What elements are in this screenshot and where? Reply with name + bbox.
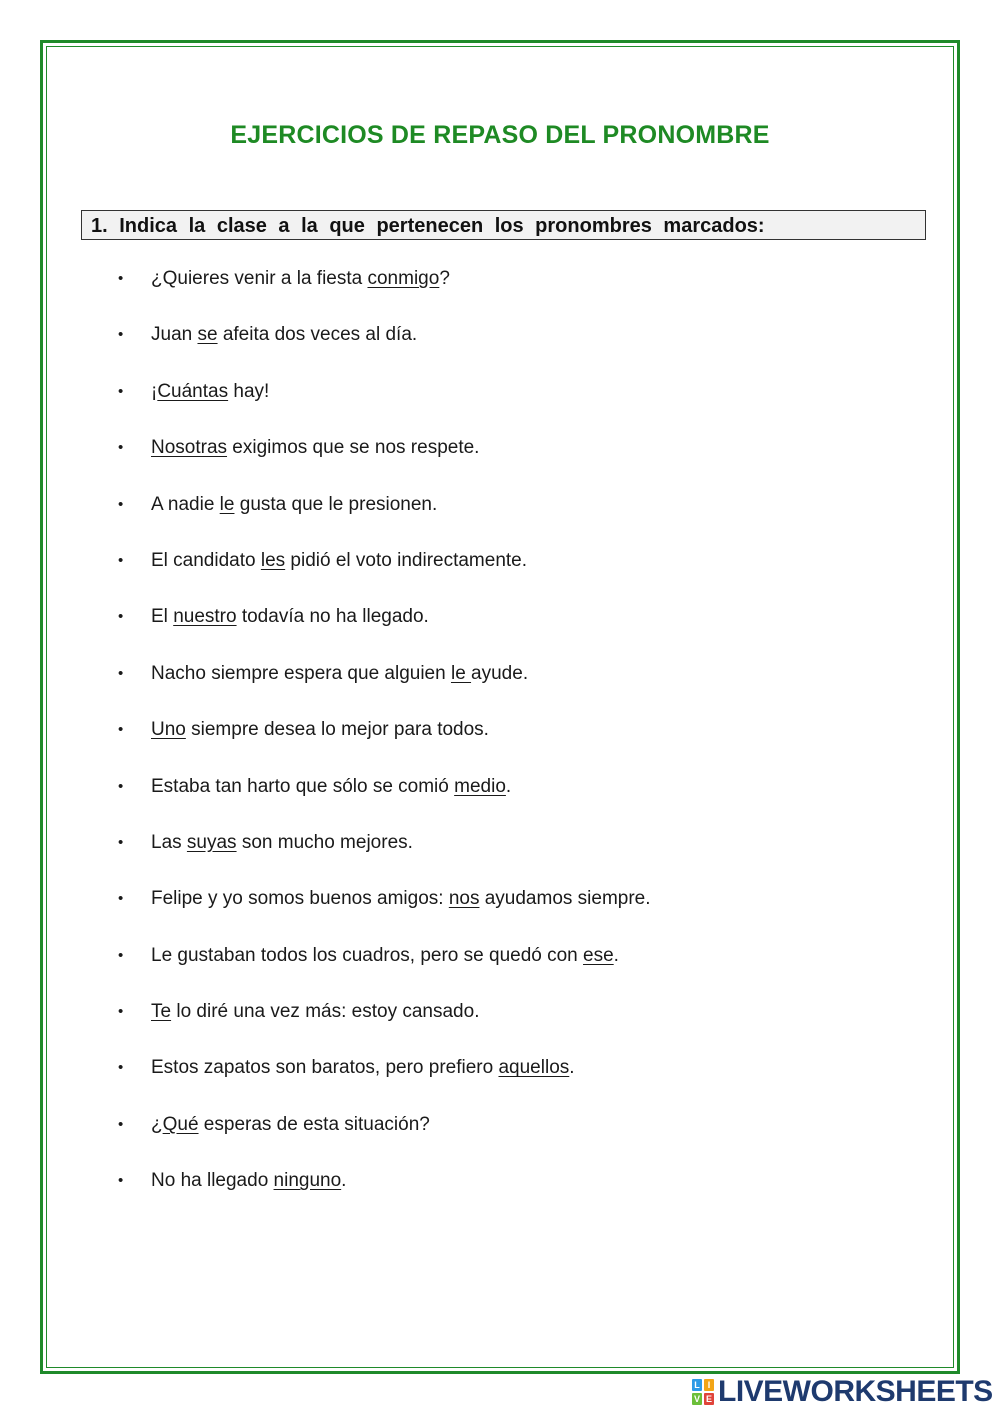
sentence-post: ? bbox=[439, 268, 450, 289]
marked-pronoun: ninguno bbox=[273, 1170, 342, 1192]
sentence-text bbox=[151, 828, 413, 858]
sentence-pre: ¡ bbox=[151, 380, 158, 402]
bullet-icon: • bbox=[118, 1172, 124, 1190]
marked-pronoun: medio bbox=[454, 775, 506, 797]
bullet-icon: • bbox=[118, 777, 124, 795]
logo-mark-icon bbox=[692, 1379, 714, 1405]
marked-pronoun: Qué bbox=[162, 1113, 199, 1135]
sentence-post: . bbox=[569, 1057, 575, 1079]
marked-pronoun: se bbox=[197, 324, 218, 346]
sentence-pre: Nacho siempre espera que alguien bbox=[151, 662, 451, 684]
marked-pronoun: nos bbox=[448, 888, 480, 910]
marked-pronoun: Nosotras bbox=[151, 437, 228, 459]
sentence-text bbox=[151, 772, 511, 802]
sentence-text bbox=[151, 715, 489, 745]
marked-pronoun: Te bbox=[151, 1001, 172, 1023]
sentence-post: ayude. bbox=[471, 662, 529, 684]
sentence-text bbox=[151, 377, 269, 407]
marked-pronoun: le bbox=[219, 493, 235, 515]
bullet-icon: • bbox=[118, 1115, 124, 1133]
marked-pronoun: Cuántas bbox=[157, 380, 229, 402]
sentence-post: ayudamos siempre. bbox=[479, 888, 651, 910]
bullet-icon: • bbox=[118, 551, 124, 569]
sentence-text bbox=[151, 490, 437, 520]
sentence-pre: Juan bbox=[151, 324, 198, 346]
bullet-icon: • bbox=[118, 664, 124, 682]
sentence-post: son mucho mejores. bbox=[236, 831, 413, 853]
sentence-text bbox=[151, 1166, 346, 1196]
logo-cell: L bbox=[692, 1379, 702, 1391]
marked-pronoun: suyas bbox=[186, 831, 237, 853]
bullet-icon: • bbox=[118, 382, 124, 400]
marked-pronoun: le bbox=[450, 662, 472, 684]
bullet-icon: • bbox=[118, 495, 124, 513]
bullet-icon: • bbox=[118, 1003, 124, 1021]
sentence-post: siempre desea lo mejor para todos. bbox=[185, 719, 489, 741]
sentence-post: . bbox=[341, 1170, 347, 1192]
sentence-pre: Felipe y yo somos buenos amigos: bbox=[151, 888, 449, 910]
sentence-pre: ¿ bbox=[151, 1113, 163, 1135]
logo-cell: V bbox=[693, 1394, 700, 1404]
sentence-pre: Estaba tan harto que sólo se comió bbox=[151, 775, 455, 797]
sentence-post: pidió el voto indirectamente. bbox=[285, 549, 528, 571]
marked-pronoun: les bbox=[260, 549, 286, 571]
logo-cell: I bbox=[704, 1379, 714, 1391]
bullet-icon: • bbox=[118, 608, 124, 626]
sentence-post: esperas de esta situación? bbox=[198, 1113, 430, 1135]
sentence-text bbox=[151, 997, 479, 1027]
sentence-pre: ¿Quieres venir a la fiesta bbox=[151, 268, 368, 289]
sentence-pre: El bbox=[151, 606, 174, 628]
sentence-text bbox=[151, 602, 429, 632]
bullet-icon: • bbox=[118, 439, 124, 457]
sentence-text bbox=[151, 659, 528, 689]
sentence-text bbox=[151, 1110, 430, 1140]
bullet-icon: • bbox=[118, 946, 124, 964]
marked-pronoun: nuestro bbox=[173, 606, 237, 628]
sentence-post: lo diré una vez más: estoy cansado. bbox=[171, 1001, 480, 1023]
bullet-icon: • bbox=[118, 1059, 124, 1077]
sentence-text bbox=[151, 1053, 575, 1083]
sentence-post: hay! bbox=[228, 380, 270, 402]
sentence-pre: Le gustaban todos los cuadros, pero se quedó con bbox=[151, 944, 584, 966]
exercise-1-instructions: 1. Indica la clase a la que pertenecen los pronombres marcados: bbox=[81, 210, 926, 240]
marked-pronoun: conmigo bbox=[367, 268, 440, 289]
marked-pronoun: aquellos bbox=[498, 1057, 570, 1079]
bullet-icon: • bbox=[118, 890, 124, 908]
sentence-pre: No ha llegado bbox=[151, 1170, 274, 1192]
sentence-pre: A nadie bbox=[151, 493, 220, 515]
logo-wordmark: LIVEWORKSHEETS bbox=[718, 1375, 993, 1408]
sentence-pre: El candidato bbox=[151, 549, 261, 571]
sentence-post: afeita dos veces al día. bbox=[217, 324, 418, 346]
bullet-icon: • bbox=[118, 833, 124, 851]
bullet-icon: • bbox=[118, 326, 124, 344]
sentence-text bbox=[151, 264, 450, 294]
sentence-pre: Estos zapatos son baratos, pero prefiero bbox=[151, 1057, 499, 1079]
sentence-text bbox=[151, 884, 651, 914]
liveworksheets-logo bbox=[692, 1376, 993, 1408]
sentence-post: gusta que le presionen. bbox=[234, 493, 438, 515]
page-title: EJERCICIOS DE REPASO DEL PRONOMBRE bbox=[230, 121, 770, 149]
marked-pronoun: Uno bbox=[151, 719, 186, 741]
bullet-icon: • bbox=[118, 270, 124, 287]
sentence-text bbox=[151, 546, 527, 576]
logo-cell: E bbox=[705, 1394, 712, 1404]
sentence-post: . bbox=[505, 775, 512, 797]
marked-pronoun: ese bbox=[583, 944, 614, 966]
sentence-text bbox=[151, 941, 619, 971]
sentence-post: exigimos que se nos respete. bbox=[227, 437, 480, 459]
sentence-pre: Las bbox=[151, 831, 187, 853]
bullet-icon: • bbox=[118, 721, 124, 739]
sentence-text bbox=[151, 320, 417, 350]
sentence-text bbox=[151, 433, 479, 463]
sentence-post: . bbox=[613, 944, 619, 966]
sentence-post: todavía no ha llegado. bbox=[236, 606, 429, 628]
